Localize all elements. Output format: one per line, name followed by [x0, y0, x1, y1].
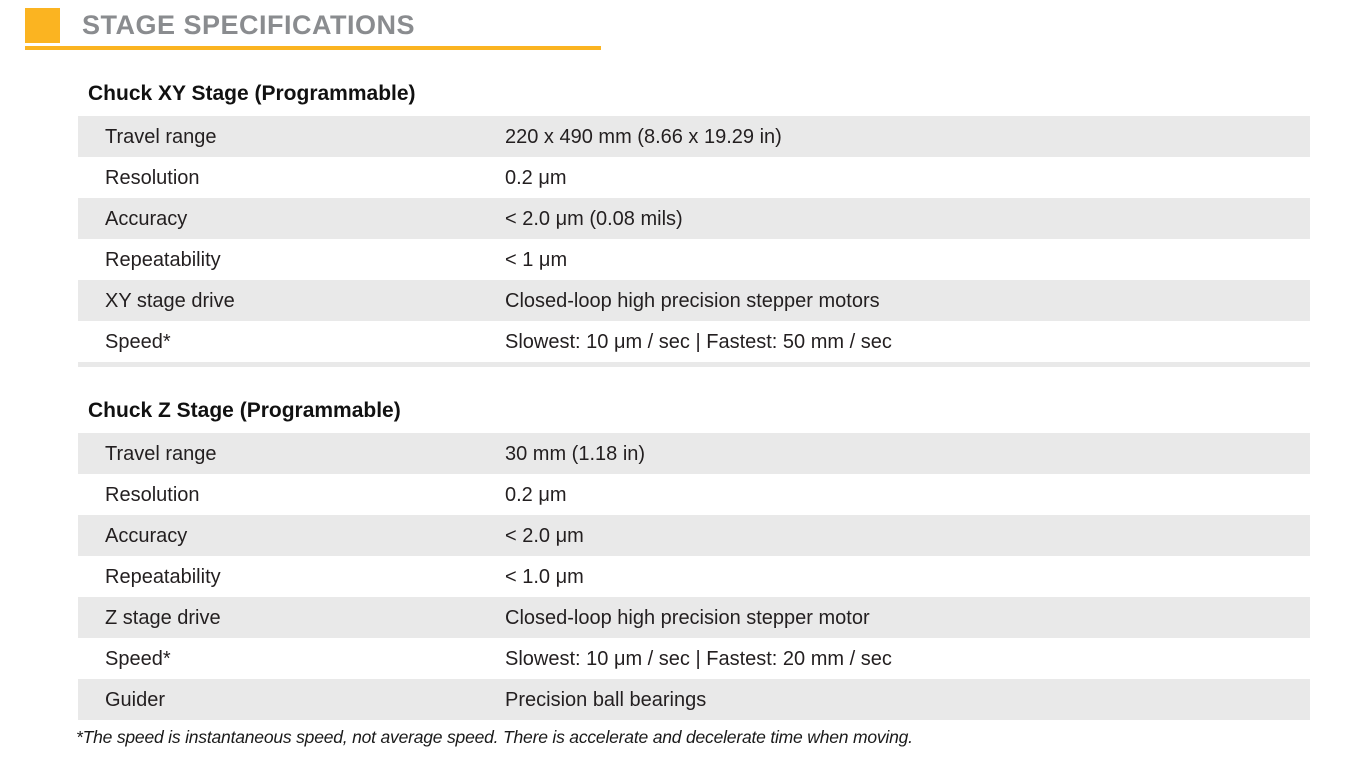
spec-value: 0.2 μm — [505, 166, 567, 189]
spec-label: Travel range — [105, 442, 217, 465]
spec-label: Accuracy — [105, 524, 188, 547]
table-row — [78, 116, 1310, 157]
spec-value: < 2.0 μm (0.08 mils) — [505, 207, 683, 230]
spec-label: Z stage drive — [105, 606, 221, 629]
spec-label: Accuracy — [105, 207, 188, 230]
table-rows — [78, 116, 1310, 362]
chuck-xy-stage-table — [78, 82, 1310, 367]
table-row — [78, 515, 1310, 556]
spec-value: Closed-loop high precision stepper motors — [505, 289, 880, 312]
table-row — [78, 474, 1310, 515]
spec-value: < 2.0 μm — [505, 524, 584, 547]
spec-label: XY stage drive — [105, 289, 235, 312]
spec-value: Slowest: 10 μm / sec | Fastest: 50 mm / sec — [505, 330, 892, 353]
spec-value: 0.2 μm — [505, 483, 567, 506]
table-row — [78, 433, 1310, 474]
table-rows — [78, 433, 1310, 720]
spec-value: < 1.0 μm — [505, 565, 584, 588]
table-row — [78, 157, 1310, 198]
spec-label: Speed* — [105, 330, 171, 353]
table-row — [78, 597, 1310, 638]
spec-value: 220 x 490 mm (8.66 x 19.29 in) — [505, 125, 782, 148]
table-row — [78, 198, 1310, 239]
table-bottom-cap — [78, 362, 1310, 367]
table-row — [78, 556, 1310, 597]
spec-value: Precision ball bearings — [505, 688, 707, 711]
table-row — [78, 321, 1310, 362]
spec-label: Speed* — [105, 647, 171, 670]
table-row — [78, 679, 1310, 720]
spec-value: Slowest: 10 μm / sec | Fastest: 20 mm / sec — [505, 647, 892, 670]
table-row — [78, 638, 1310, 679]
spec-value: < 1 μm — [505, 248, 568, 271]
chuck-z-stage-table — [78, 399, 1310, 720]
spec-label: Resolution — [105, 483, 200, 506]
spec-value: 30 mm (1.18 in) — [505, 442, 646, 465]
spec-label: Resolution — [105, 166, 200, 189]
section-title-underline — [25, 46, 601, 50]
speed-footnote: *The speed is instantaneous speed, not average speed. There is accelerate and decelerate time when moving. — [76, 727, 913, 747]
table-row — [78, 239, 1310, 280]
spec-label: Travel range — [105, 125, 217, 148]
table-title: Chuck XY Stage (Programmable) — [88, 82, 416, 105]
spec-label: Guider — [105, 688, 166, 711]
spec-value: Closed-loop high precision stepper motor — [505, 606, 870, 629]
table-title: Chuck Z Stage (Programmable) — [88, 399, 401, 422]
orange-square-bullet-icon — [25, 8, 60, 43]
table-row — [78, 280, 1310, 321]
section-title: STAGE SPECIFICATIONS — [82, 10, 416, 40]
spec-label: Repeatability — [105, 565, 221, 588]
spec-label: Repeatability — [105, 248, 221, 271]
section-header — [0, 0, 1365, 43]
